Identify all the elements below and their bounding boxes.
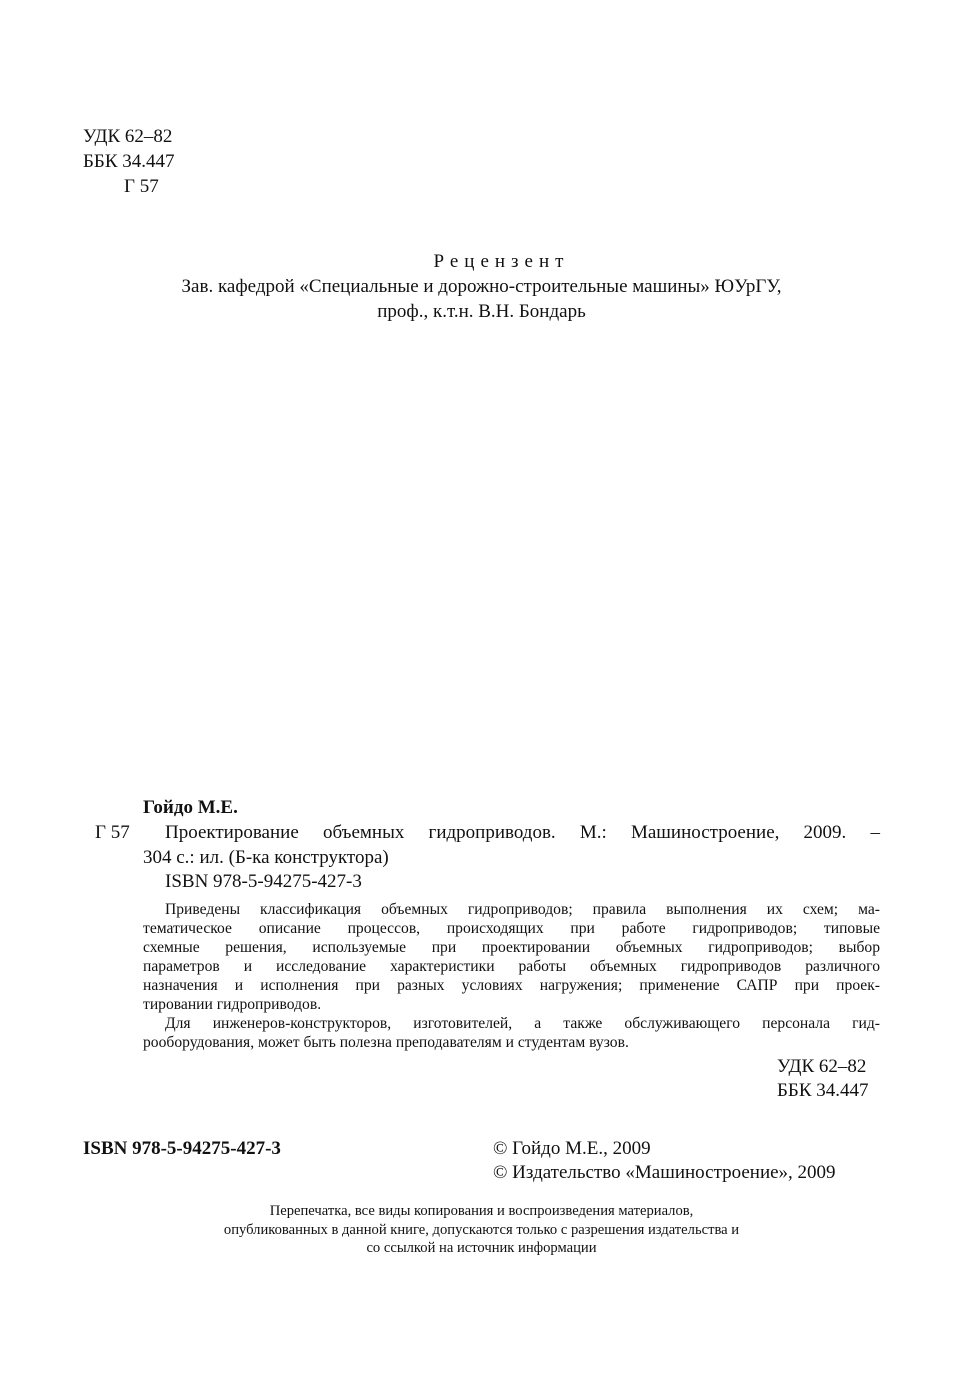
copyright-author: © Гойдо М.Е., 2009 [493, 1138, 651, 1159]
catalog-title-line-2: 304 с.: ил. (Б-ка конструктора) [143, 847, 389, 868]
catalog-abstract [143, 900, 880, 1052]
catalog-udk: УДК 62–82 [777, 1056, 867, 1077]
reprint-notice [0, 1202, 963, 1258]
header-bbk: ББК 34.447 [83, 151, 175, 172]
notice-line: Перепечатка, все виды копирования и воспроизведения материалов, [269, 1203, 694, 1219]
footer-isbn: ISBN 978-5-94275-427-3 [83, 1138, 281, 1159]
catalog-bbk: ББК 34.447 [777, 1080, 869, 1101]
reviewer-line-2: проф., к.т.н. В.Н. Бондарь [377, 301, 586, 322]
abstract-line: назначения и исполнения при разных условиях нагружения; применение САПР при проек- [143, 977, 880, 994]
catalog-author: Гойдо М.Е. [143, 797, 238, 818]
abstract-line: тематическое описание процессов, происходящих при работе гидроприводов; типовые [143, 920, 880, 937]
abstract-line: Приведены классификация объемных гидроприводов; правила выполнения их схем; ма- [165, 901, 880, 918]
reviewer-line-1: Зав. кафедрой «Специальные и дорожно-строительные машины» ЮУрГУ, [181, 276, 782, 297]
copyright-publisher: © Издательство «Машиностроение», 2009 [493, 1162, 836, 1183]
abstract-line: тировании гидроприводов. [143, 996, 322, 1013]
reviewer-title: Рецензент [433, 251, 570, 272]
audience-line: рооборудования, может быть полезна преподавателям и студентам вузов. [143, 1034, 629, 1051]
abstract-line: схемные решения, используемые при проектировании объемных гидроприводов; выбор [143, 939, 880, 956]
header-code: Г 57 [124, 176, 159, 197]
reviewer-block [0, 249, 963, 324]
header-udk: УДК 62–82 [83, 126, 173, 147]
notice-line: опубликованных в данной книге, допускаются только с разрешения издательства и [223, 1221, 740, 1238]
audience-line: Для инженеров-конструкторов, изготовителей, а также обслуживающего персонала гид- [165, 1015, 880, 1032]
abstract-line: параметров и исследование характеристики работы объемных гидроприводов различного [143, 958, 880, 975]
catalog-title-line-1: Проектирование объемных гидроприводов. М.: Машиностроение, 2009. – [165, 822, 880, 843]
catalog-code: Г 57 [95, 822, 130, 843]
catalog-isbn: ISBN 978-5-94275-427-3 [165, 871, 362, 892]
notice-line: со ссылкой на источник информации [366, 1240, 597, 1256]
